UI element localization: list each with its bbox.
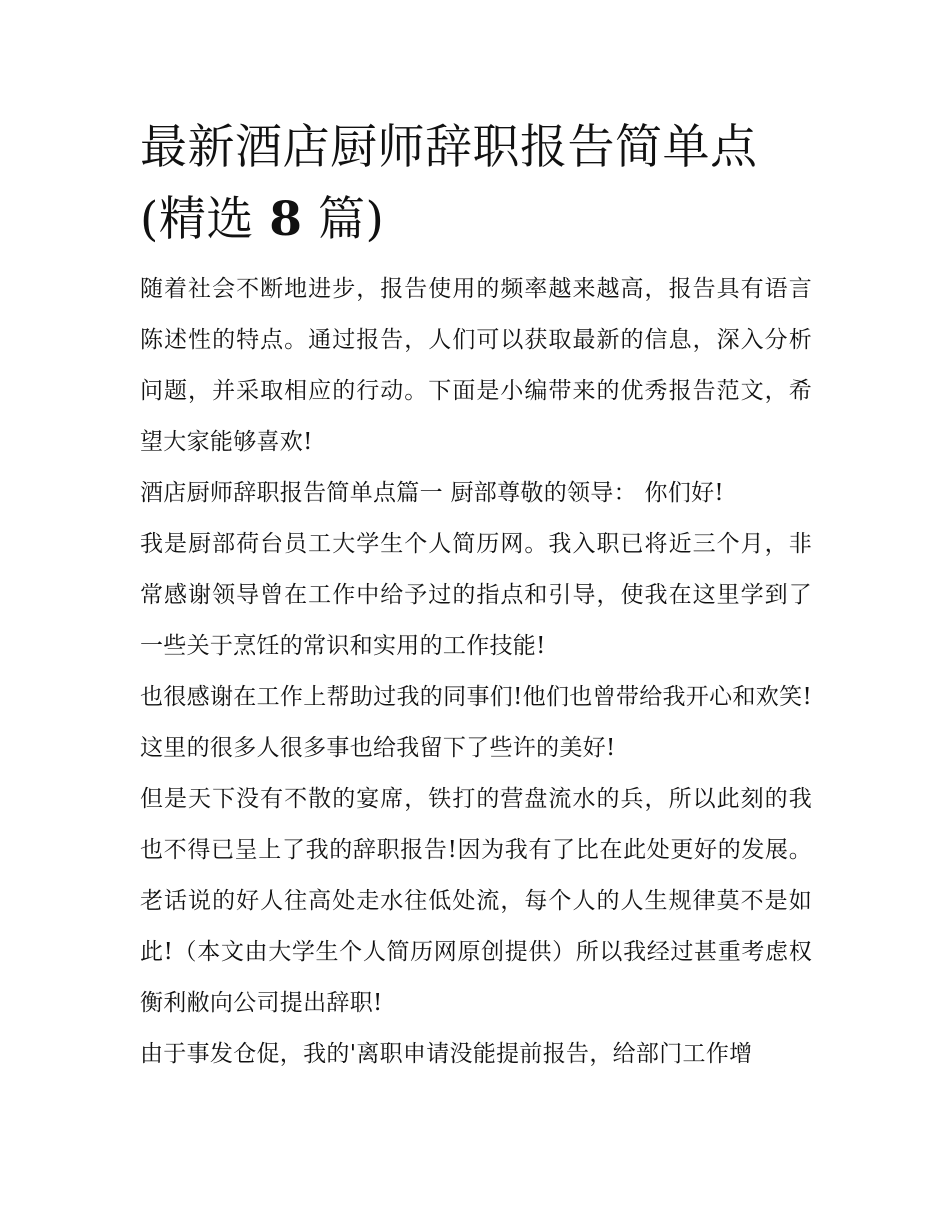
paragraph-intro: 随着社会不断地进步，报告使用的频率越来越高，报告具有语言陈述性的特点。通过报告，人们可以获取最新的信息，深入分析问题，并采取相应的行动。下面是小编带来的优秀报告范文，希望大家能够喜欢!: [140, 276, 812, 455]
document-content: [140, 112, 812, 1080]
document-title: [140, 112, 812, 256]
title-line-1: 最新酒店厨师辞职报告简单点: [140, 120, 758, 175]
title-line-2-prefix: (精选: [140, 192, 254, 247]
paragraph-body-1: 我是厨部荷台员工大学生个人简历网。我入职已将近三个月，非常感谢领导曾在工作中给予过的指点和引导，使我在这里学到了一些关于烹饪的常识和实用的工作技能!: [140, 531, 812, 659]
title-line-2-suffix: 篇): [317, 192, 385, 247]
paragraph-section-heading: 酒店厨师辞职报告简单点篇一 厨部尊敬的领导： 你们好!: [140, 480, 724, 506]
paragraph-body-2: 也很感谢在工作上帮助过我的同事们!他们也曾带给我开心和欢笑!这里的很多人很多事也给我留下了些许的美好!: [140, 684, 812, 761]
title-line-2-number: 8: [269, 192, 303, 247]
paragraph-body-3: 但是天下没有不散的宴席，铁打的营盘流水的兵，所以此刻的我也不得已呈上了我的辞职报告!因为我有了比在此处更好的发展。老话说的好人往高处走水往低处流，每个人的人生规律莫不是如此!（本文由大学生个人简历网原创提供）所以我经过甚重考虑权衡利敝向公司提出辞职!: [140, 786, 812, 1016]
paragraph-body-4: 由于事发仓促，我的'离职申请没能提前报告，给部门工作增: [140, 1041, 753, 1067]
document-body: [140, 264, 812, 1080]
